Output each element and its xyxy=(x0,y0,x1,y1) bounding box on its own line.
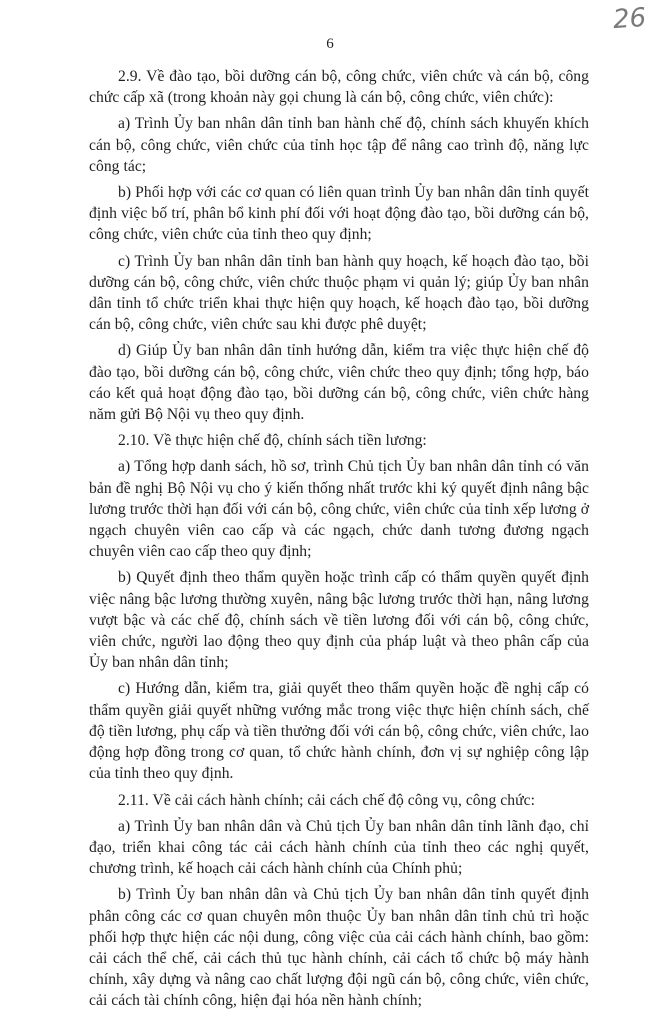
page-number: 6 xyxy=(326,36,334,52)
handwritten-page-mark: 26 xyxy=(611,2,648,36)
paragraph-2-9-a: a) Trình Ủy ban nhân dân tỉnh ban hành chế độ, chính sách khuyến khích cán bộ, công chức, viên chức của tỉnh học tập để nâng cao trình độ, năng lực công tác; xyxy=(89,115,589,175)
paragraph-2-11-b: b) Trình Ủy ban nhân dân và Chủ tịch Ủy ban nhân dân tỉnh quyết định phân công các cơ quan chuyên môn thuộc Ủy ban nhân dân tỉnh chủ trì hoặc phối hợp thực hiện các nội dung, công việc của cải cách hành chính, bao gồm: cải cách thể chế, cải cách thủ tục hành chính, cải cách tổ chức bộ máy hành chính, xây dựng và nâng cao chất lượng đội ngũ cán bộ, công chức, viên chức, cải cách tài chính công, hiện đại hóa nền hành chính; xyxy=(89,886,589,1010)
section-heading-2-10: 2.10. Về thực hiện chế độ, chính sách tiền lương: xyxy=(118,432,427,450)
paragraph-2-9-b: b) Phối hợp với các cơ quan có liên quan trình Ủy ban nhân dân tỉnh quyết định việc bố trí, phân bổ kinh phí đối với hoạt động đào tạo, bồi dưỡng cán bộ, công chức, viên chức của tỉnh theo quy định; xyxy=(89,184,589,244)
paragraph-2-10-b: b) Quyết định theo thẩm quyền hoặc trình cấp có thẩm quyền quyết định việc nâng bậc lương thường xuyên, nâng bậc lương trước thời hạn, nâng lương vượt bậc và các chế độ, chính sách về tiền lương đối với cán bộ, công chức, viên chức, người lao động theo quy định của pháp luật và theo phân cấp của Ủy ban nhân dân tỉnh; xyxy=(89,569,589,672)
document-body xyxy=(89,66,589,1017)
paragraph-2-9-c: c) Trình Ủy ban nhân dân tỉnh ban hành quy hoạch, kế hoạch đào tạo, bồi dưỡng cán bộ, công chức, viên chức thuộc phạm vi quản lý; giúp Ủy ban nhân dân tỉnh tổ chức triển khai thực hiện quy hoạch, kế hoạch đào tạo, bồi dưỡng cán bộ, công chức, viên chức sau khi được phê duyệt; xyxy=(89,252,589,334)
section-heading-2-11: 2.11. Về cải cách hành chính; cải cách chế độ công vụ, công chức: xyxy=(118,791,535,809)
paragraph-2-9-d: d) Giúp Ủy ban nhân dân tỉnh hướng dẫn, kiểm tra việc thực hiện chế độ đào tạo, bồi dưỡng cán bộ, công chức, viên chức theo quy định; tổng hợp, báo cáo kết quả hoạt động đào tạo, bồi dưỡng cán bộ, công chức, viên chức hàng năm gửi Bộ Nội vụ theo quy định. xyxy=(89,342,589,424)
paragraph-2-11-a: a) Trình Ủy ban nhân dân và Chủ tịch Ủy ban nhân dân tỉnh lãnh đạo, chỉ đạo, triển khai công tác cải cách hành chính của tỉnh theo các nghị quyết, chương trình, kế hoạch cải cách hành chính của Chính phủ; xyxy=(89,817,589,878)
paragraph-2-10-a: a) Tổng hợp danh sách, hồ sơ, trình Chủ tịch Ủy ban nhân dân tỉnh có văn bản đề nghị Bộ Nội vụ cho ý kiến thống nhất trước khi ký quyết định nâng bậc lương trước thời hạn đối với cán bộ, công chức, viên chức của tỉnh xếp lương ở ngạch chuyên viên cao cấp và các ngạch, chức danh tương đương ngạch chuyên viên cao cấp theo quy định; xyxy=(89,458,589,561)
section-heading-2-9: 2.9. Về đào tạo, bồi dưỡng cán bộ, công chức, viên chức và cán bộ, công chức cấp xã (trong khoản này gọi chung là cán bộ, công chức, viên chức): xyxy=(89,68,589,107)
paragraph-2-10-c: c) Hướng dẫn, kiểm tra, giải quyết theo thẩm quyền hoặc đề nghị cấp có thẩm quyền giải quyết những vướng mắc trong việc thực hiện chính sách, chế độ tiền lương, phụ cấp và tiền thưởng đối với cán bộ, công chức, viên chức, lao động hợp đồng trong cơ quan, tổ chức hành chính, đơn vị sự nghiệp công lập của tỉnh theo quy định. xyxy=(89,680,589,783)
